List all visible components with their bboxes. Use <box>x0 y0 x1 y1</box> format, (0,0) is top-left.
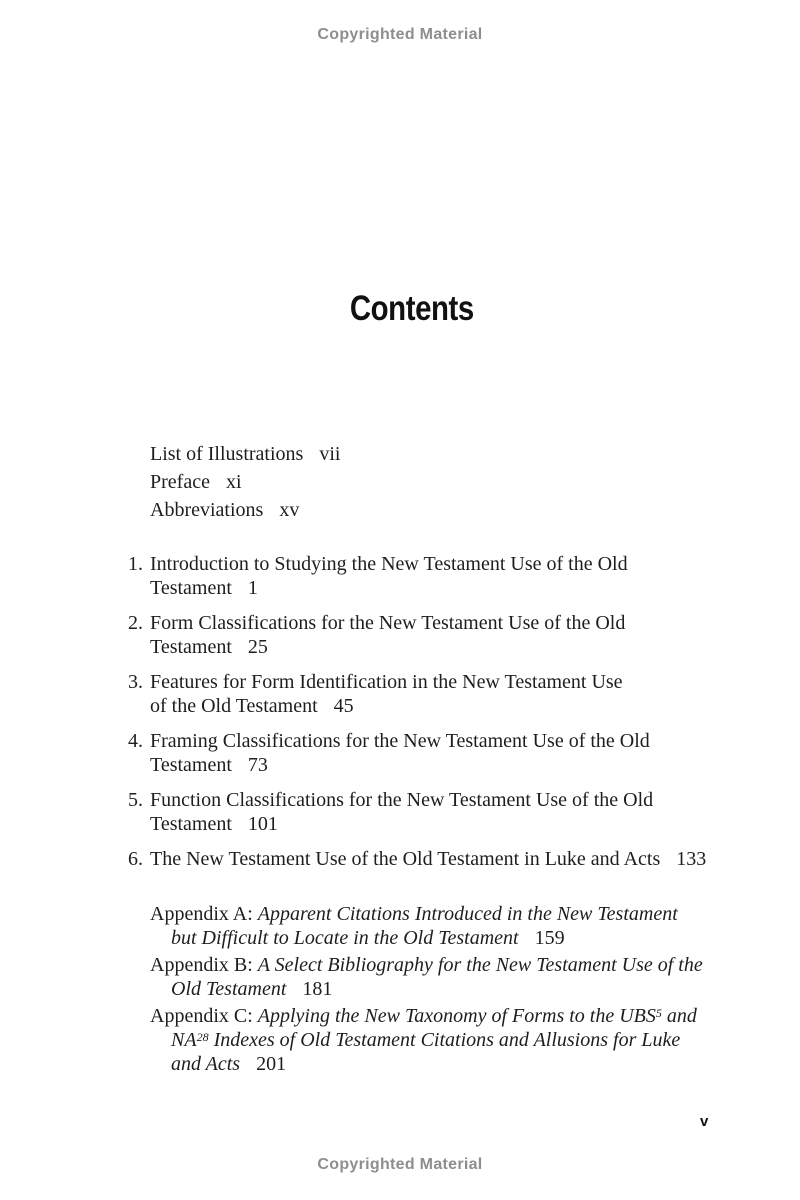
entry-page-number: 1 <box>247 577 258 599</box>
entry-line: Introduction to Studying the New Testament Use of the Old <box>150 553 628 575</box>
toc-appendix-entry <box>150 953 792 1001</box>
entry-line: Testament 25 <box>150 636 268 658</box>
entry-line: Form Classifications for the New Testament Use of the Old <box>150 612 626 634</box>
entry-line: Testament 101 <box>150 813 278 835</box>
entry-page-number: 159 <box>534 927 565 949</box>
entry-line <box>150 1052 792 1076</box>
text-segment: Appendix C: <box>150 1005 258 1027</box>
entry-page-number: 181 <box>302 978 333 1000</box>
entry-line: Framing Classifications for the New Testament Use of the Old <box>150 730 650 752</box>
page-number: v <box>700 1113 709 1130</box>
chapter-number: 2. <box>128 612 143 634</box>
superscript: 5 <box>655 1005 662 1020</box>
text-segment: Appendix B: <box>150 954 258 976</box>
entry-line <box>150 1004 792 1028</box>
entry-title: Abbreviations <box>150 499 264 521</box>
entry-line: The New Testament Use of the Old Testament in Luke and Acts 133 <box>150 848 707 870</box>
text-segment: Indexes of Old Testament Citations and Allusions for Luke <box>208 1029 681 1051</box>
entry-title: Preface <box>150 471 210 493</box>
entry-page-number: 201 <box>256 1053 287 1075</box>
text-segment: Appendix A: <box>150 903 258 925</box>
front-matter-item <box>150 468 340 496</box>
text-segment: and <box>661 1005 697 1027</box>
text-segment: Applying the New Taxonomy of Forms to the UBS <box>257 1005 656 1027</box>
chapter-number: 4. <box>128 730 143 752</box>
entry-page-number: 133 <box>676 848 707 870</box>
entry-title: List of Illustrations <box>150 443 304 465</box>
toc-chapter-entry <box>128 729 792 777</box>
entry-page-number: xv <box>279 499 300 521</box>
toc-appendix-entry <box>150 1004 792 1076</box>
text-segment: but Difficult to Locate in the Old Testament <box>171 927 519 949</box>
front-matter-item <box>150 496 340 524</box>
chapter-number: 5. <box>128 789 143 811</box>
chapter-list <box>128 552 792 882</box>
entry-line <box>150 926 792 950</box>
copyright-footer: Copyrighted Material <box>317 1156 483 1173</box>
toc-chapter-entry <box>128 670 792 718</box>
text-segment: Apparent Citations Introduced in the New Testament <box>257 903 678 925</box>
copyright-header: Copyrighted Material <box>317 26 483 43</box>
text-segment: Old Testament <box>171 978 287 1000</box>
entry-line: Features for Form Identification in the New Testament Use <box>150 671 623 693</box>
chapter-number: 1. <box>128 553 143 575</box>
toc-chapter-entry <box>128 611 792 659</box>
entry-page-number: 45 <box>333 695 354 717</box>
superscript: 28 <box>196 1029 209 1044</box>
title-container <box>0 291 800 326</box>
entry-page-number: 101 <box>247 813 278 835</box>
entry-page-number: vii <box>319 443 341 465</box>
toc-chapter-entry <box>128 847 792 871</box>
entry-page-number: xi <box>225 471 242 493</box>
text-segment: NA <box>171 1029 197 1051</box>
entry-line: Testament 73 <box>150 754 268 776</box>
entry-line <box>150 902 792 926</box>
page-title: Contents <box>349 289 475 328</box>
entry-line: Function Classifications for the New Testament Use of the Old <box>150 789 654 811</box>
entry-line: of the Old Testament 45 <box>150 695 354 717</box>
text-segment: A Select Bibliography for the New Testament Use of the <box>257 954 703 976</box>
toc-appendix-entry <box>150 902 792 950</box>
front-matter-list <box>150 440 340 524</box>
entry-line <box>150 1028 792 1052</box>
toc-chapter-entry <box>128 552 792 600</box>
toc-chapter-entry <box>128 788 792 836</box>
entry-line <box>150 953 792 977</box>
entry-line <box>150 977 792 1001</box>
appendix-list <box>150 902 792 1079</box>
chapter-number: 3. <box>128 671 143 693</box>
entry-page-number: 25 <box>247 636 268 658</box>
chapter-number: 6. <box>128 848 143 870</box>
text-segment: and Acts <box>171 1053 241 1075</box>
entry-page-number: 73 <box>247 754 268 776</box>
entry-line: Testament 1 <box>150 577 258 599</box>
front-matter-item <box>150 440 340 468</box>
